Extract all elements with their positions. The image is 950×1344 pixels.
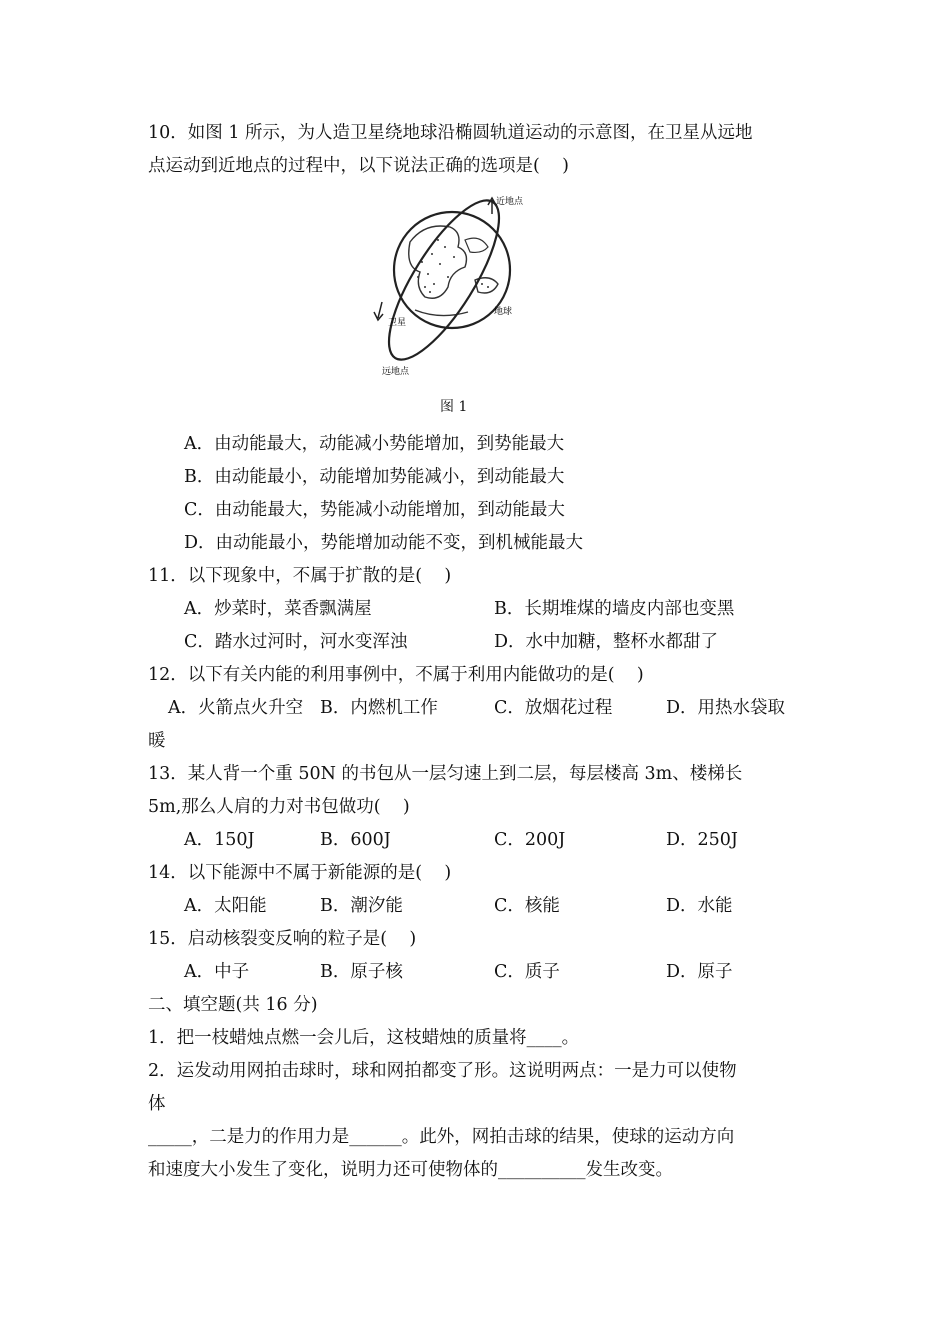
fill-question-2-line3: _____，二是力的作用力是______。此外，网拍击球的结果，使球的运动方向 bbox=[148, 1127, 735, 1147]
q10-option-a: A．由动能最大，动能减小势能增加，到势能最大 bbox=[184, 434, 565, 454]
q11-option-b: B．长期堆煤的墙皮内部也变黑 bbox=[494, 599, 735, 619]
q11-option-c: C．踏水过河时，河水变浑浊 bbox=[184, 632, 408, 652]
near-label: 近地点 bbox=[496, 197, 524, 207]
q15-option-c: C．质子 bbox=[494, 962, 560, 982]
q10-stem-line1: 10．如图 1 所示，为人造卫星绕地球沿椭圆轨道运动的示意图，在卫星从远地 bbox=[148, 123, 753, 143]
figure-caption: 图 1 bbox=[440, 399, 468, 415]
q15-option-a: A．中子 bbox=[184, 962, 250, 982]
q14-option-c: C．核能 bbox=[494, 896, 560, 916]
q12-option-b: B．内燃机工作 bbox=[320, 698, 438, 718]
q14-option-d: D．水能 bbox=[666, 896, 733, 916]
q13-stem-line1: 13．某人背一个重 50N 的书包从一层匀速上到二层，每层楼高 3m、楼梯长 bbox=[148, 764, 743, 784]
q13-option-a: A．150J bbox=[184, 830, 255, 850]
q13-option-c: C．200J bbox=[494, 830, 566, 850]
earth-label: 地球 bbox=[494, 307, 513, 317]
q10-option-b: B．由动能最小，动能增加势能减小，到动能最大 bbox=[184, 467, 565, 487]
q10-stem-line2: 点运动到近地点的过程中，以下说法正确的选项是( ) bbox=[148, 156, 569, 176]
fill-question-2-line2: 体 bbox=[148, 1094, 166, 1114]
fill-question-1: 1．把一枝蜡烛点燃一会儿后，这枝蜡烛的质量将____。 bbox=[148, 1028, 580, 1048]
satellite-arrow-icon bbox=[374, 302, 383, 320]
q10-option-d: D．由动能最小，势能增加动能不变，到机械能最大 bbox=[184, 533, 584, 553]
q15-option-b: B．原子核 bbox=[320, 962, 403, 982]
q14-option-a: A．太阳能 bbox=[184, 896, 267, 916]
terrain-dots bbox=[417, 239, 489, 293]
q13-stem-line2: 5m,那么人肩的力对书包做功( ) bbox=[148, 797, 410, 817]
q12-option-d-continued: 暖 bbox=[148, 731, 166, 751]
orbit-figure bbox=[370, 192, 550, 417]
q11-option-d: D．水中加糖，整杯水都甜了 bbox=[494, 632, 719, 652]
satellite-label: 卫星 bbox=[388, 318, 407, 328]
continent-top bbox=[465, 238, 488, 252]
q15-option-d: D．原子 bbox=[666, 962, 733, 982]
q10-option-c: C．由动能最大，势能减小动能增加，到动能最大 bbox=[184, 500, 565, 520]
far-label: 远地点 bbox=[382, 367, 410, 377]
fill-question-2-line4: 和速度大小发生了变化，说明力还可使物体的__________发生改变。 bbox=[148, 1160, 673, 1180]
q13-option-b: B．600J bbox=[320, 830, 391, 850]
q12-option-a: A．火箭点火升空 bbox=[168, 698, 304, 718]
section2-heading: 二、填空题(共 16 分) bbox=[148, 995, 318, 1015]
q12-option-c: C．放烟花过程 bbox=[494, 698, 613, 718]
earth-circle bbox=[394, 212, 513, 328]
orbit-ellipse bbox=[370, 192, 518, 374]
q11-option-a: A．炒菜时，菜香飘满屋 bbox=[184, 599, 372, 619]
q12-stem: 12．以下有关内能的利用事例中，不属于利用内能做功的是( ) bbox=[148, 665, 644, 685]
q13-option-d: D．250J bbox=[666, 830, 738, 850]
q12-option-d: D．用热水袋取 bbox=[666, 698, 786, 718]
fill-question-2-line1: 2．运发动用网拍击球时，球和网拍都变了形。这说明两点：一是力可以使物 bbox=[148, 1061, 737, 1081]
q15-stem: 15．启动核裂变反响的粒子是( ) bbox=[148, 929, 417, 949]
q11-stem: 11．以下现象中，不属于扩散的是( ) bbox=[148, 566, 452, 586]
q14-option-b: B．潮汐能 bbox=[320, 896, 403, 916]
q14-stem: 14．以下能源中不属于新能源的是( ) bbox=[148, 863, 452, 883]
orbit-diagram bbox=[370, 192, 550, 392]
